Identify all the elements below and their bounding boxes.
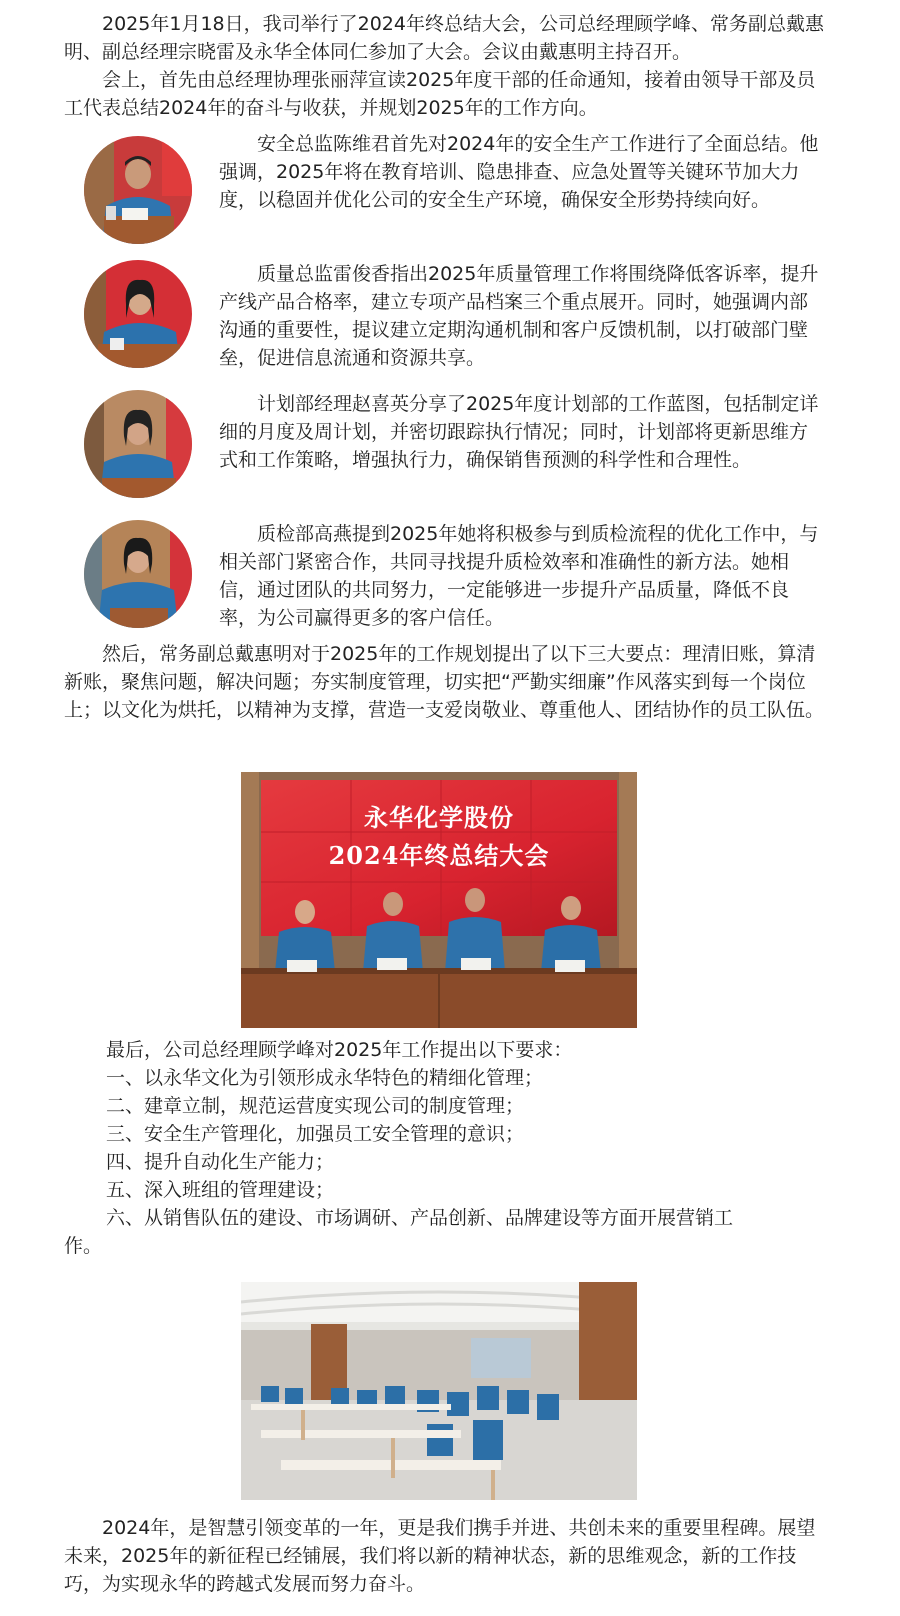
speaker-text-2: 质量总监雷俊香指出2025年质量管理工作将围绕降低客诉率，提升产线产品合格率，建立专项产品档案三个重点展开。同时，她强调内部沟通的重要性，提议建立定期沟通机制和客户反馈机制，以打破部门壁垒，促进信息流通和资源共享。 (219, 263, 819, 369)
speaker-photo-4 (84, 520, 192, 628)
requirement-item-1: 一、以永华文化为引领形成永华特色的精细化管理； (106, 1067, 544, 1089)
speaker-row-3 (64, 393, 844, 516)
speaker-text-1: 安全总监陈维君首先对2024年的安全生产工作进行了全面总结。他强调，2025年将在教育培训、隐患排查、应急处置等关键环节加大力度，以稳固并优化公司的安全生产环境，确保安全形势持续向好。 (219, 133, 819, 211)
requirements-intro: 最后，公司总经理顾学峰对2025年工作提出以下要求： (106, 1039, 573, 1061)
requirement-item-3: 三、安全生产管理化，加强员工安全管理的意识； (106, 1123, 525, 1145)
speaker-photo-2 (84, 260, 192, 368)
intro-paragraph-1: 2025年1月18日，我司举行了2024年终总结大会，公司总经理顾学峰、常务副总戴惠明、副总经理宗晓雷及永华全体同仁参加了大会。会议由戴惠明主持召开。 (64, 13, 824, 63)
speaker-photo-1 (84, 136, 192, 244)
requirement-item-5: 五、深入班组的管理建设； (106, 1179, 335, 1201)
closing-paragraph: 2024年，是智慧引领变革的一年，更是我们携手并进、共创未来的重要里程碑。展望未来，2025年的新征程已经铺展，我们将以新的精神状态，新的思维观念，新的工作技巧，为实现永华的跨越式发展而努力奋斗。 (64, 1517, 816, 1595)
speaker-row-4 (64, 523, 844, 646)
banner-title-line-2: 2024年终总结大会 (328, 841, 550, 870)
conference-stage-photo (241, 772, 637, 1028)
speaker-row-2 (64, 263, 844, 386)
requirement-item-2: 二、建章立制，规范运营度实现公司的制度管理； (106, 1095, 525, 1117)
speaker-photo-3 (84, 390, 192, 498)
banner-title-line-1: 永华化学股份 (364, 803, 514, 832)
speaker-text-4: 质检部高燕提到2025年她将积极参与到质检流程的优化工作中，与相关部门紧密合作，共同寻找提升质检效率和准确性的新方法。她相信，通过团队的共同努力，一定能够进一步提升产品质量，降低不良率，为公司赢得更多的客户信任。 (219, 523, 819, 629)
speaker-row-1 (64, 133, 844, 256)
vp-paragraph: 然后，常务副总戴惠明对于2025年的工作规划提出了以下三大要点：理清旧账，算清新账，聚焦问题，解决问题；夯实制度管理，切实把“严勤实细廉”作风落实到每一个岗位上；以文化为烘托，以精神为支撑，营造一支爱岗敬业、尊重他人、团结协作的员工队伍。 (64, 643, 825, 721)
requirement-item-4: 四、提升自动化生产能力； (106, 1151, 335, 1173)
speaker-text-3: 计划部经理赵喜英分享了2025年度计划部的工作蓝图，包括制定详细的月度及周计划，并密切跟踪执行情况；同时，计划部将更新思维方式和工作策略，增强执行力，确保销售预测的科学性和合理性。 (219, 393, 819, 471)
intro-paragraph-2: 会上，首先由总经理协理张丽萍宣读2025年度干部的任命通知，接着由领导干部及员工代表总结2024年的奋斗与收获，并规划2025年的工作方向。 (64, 69, 816, 119)
audience-photo (241, 1282, 637, 1500)
requirement-item-6: 六、从销售队伍的建设、市场调研、产品创新、品牌建设等方面开展营销工 (106, 1207, 734, 1229)
requirement-item-6-continued: 作。 (64, 1235, 103, 1257)
